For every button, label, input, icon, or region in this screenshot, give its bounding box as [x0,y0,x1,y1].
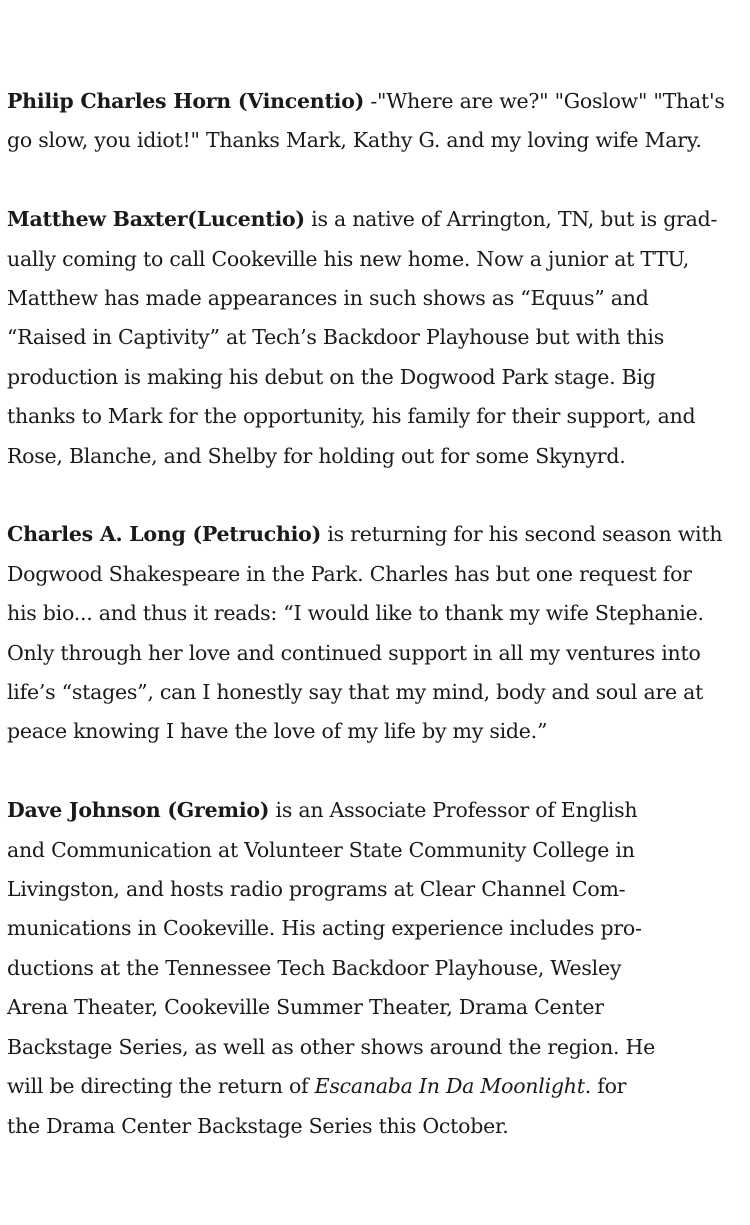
bio-philip-charles-horn [7,82,745,161]
paragraph-gap [7,161,745,200]
bio-line: Livingston, and hosts radio programs at Clear Channel Com- [7,877,626,902]
actor-name: Philip Charles Horn (Vincentio) [7,89,365,113]
bio-text: -"Where are we?" "Goslow" "That's [364,89,725,113]
actor-name: Matthew Baxter(Lucentio) [7,207,305,232]
bio-line: Only through her love and continued support in all my ventures into [7,640,701,665]
bio-text: will be directing the return of [7,1074,315,1099]
bio-line: Matthew has made appearances in such shows as “Equus” and [7,286,649,311]
bio-line: go slow, you idiot!" Thanks Mark, Kathy G. and my loving wife Mary. [7,128,702,153]
bio-text: is a native of Arrington, TN, but is grad- [304,207,718,232]
bio-text: is an Associate Professor of English [269,798,638,823]
bio-line: peace knowing I have the love of my life by my side.” [7,719,548,744]
bio-line: munications in Cookeville. His acting experience includes pro- [7,916,642,941]
bio-text: . for [584,1074,627,1099]
bio-line: and Communication at Volunteer State Community College in [7,837,635,862]
bio-line: production is making his debut on the Dogwood Park stage. Big [7,364,656,389]
paragraph-gap [7,476,745,515]
bio-line: Backstage Series, as well as other shows around the region. He [7,1034,656,1059]
bio-line [7,200,745,239]
bio-line [7,1067,745,1106]
actor-name: Dave Johnson (Gremio) [7,798,270,823]
bio-line: ually coming to call Cookeville his new home. Now a junior at TTU, [7,246,690,271]
bio-line [7,82,745,121]
bio-line [7,515,745,554]
show-title: Escanaba In Da Moonlight [314,1074,585,1099]
bio-line [7,791,745,830]
paragraph-gap [7,752,745,791]
bio-line: Arena Theater, Cookeville Summer Theater, Drama Center [7,995,604,1020]
bio-charles-a-long [7,515,745,751]
bio-line: “Raised in Captivity” at Tech’s Backdoor Playhouse but with this [7,325,664,350]
bio-text: is returning for his second season with [321,522,723,547]
actor-name: Charles A. Long (Petruchio) [7,522,322,547]
bio-matthew-baxter [7,200,745,476]
bio-dave-johnson [7,791,745,1146]
bio-line: thanks to Mark for the opportunity, his family for their support, and [7,404,696,429]
bio-line: the Drama Center Backstage Series this October. [7,1113,509,1138]
bio-line: Rose, Blanche, and Shelby for holding out for some Skynyrd. [7,443,626,468]
bio-line: his bio... and thus it reads: “I would like to thank my wife Stephanie. [7,601,704,626]
bio-line: Dogwood Shakespeare in the Park. Charles has but one request for [7,561,692,586]
bio-line: life’s “stages”, can I honestly say that my mind, body and soul are at [7,680,704,705]
bio-line: ductions at the Tennessee Tech Backdoor Playhouse, Wesley [7,955,622,980]
bios-page [7,82,745,1146]
